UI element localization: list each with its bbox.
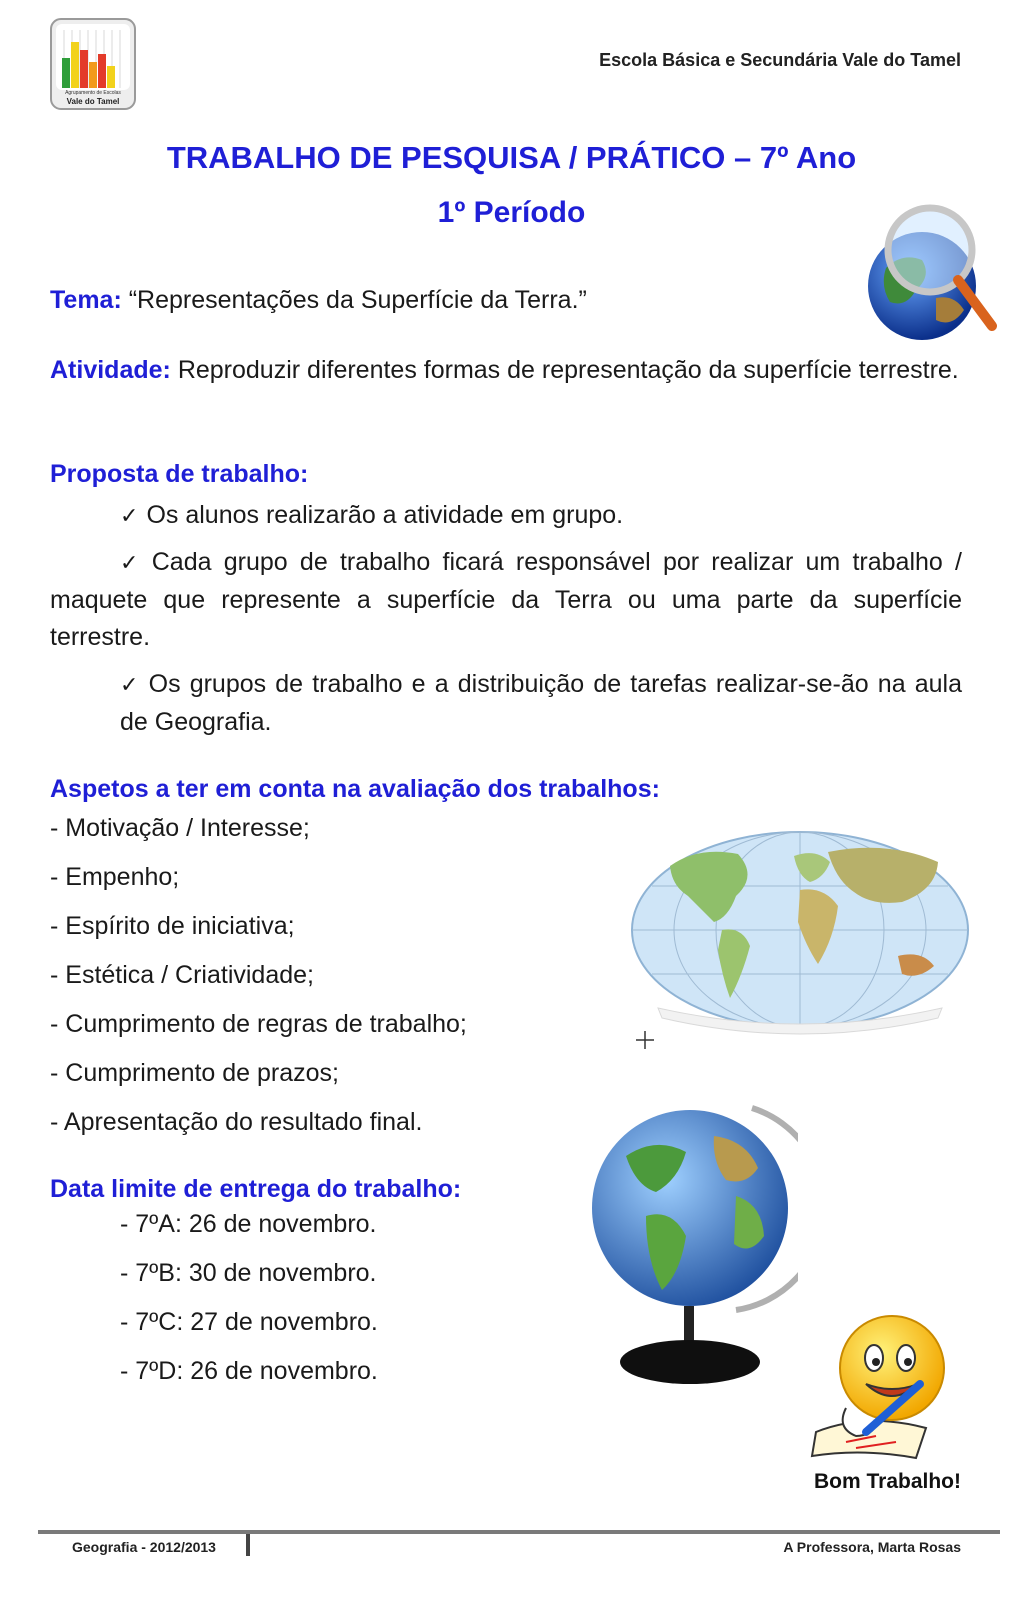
footer-right: A Professora, Marta Rosas [783, 1539, 961, 1555]
data-limite-list [120, 1210, 378, 1406]
tema-line [50, 282, 587, 319]
logo-caption-1: Agrupamento de Escolas [65, 90, 121, 96]
atividade-text: Reproduzir diferentes formas de representação da superfície terrestre. [177, 356, 959, 384]
school-logo [50, 18, 136, 110]
atividade-label: Atividade: [50, 356, 171, 384]
list-item: - Cumprimento de prazos; [50, 1059, 340, 1087]
check-icon [120, 670, 149, 698]
tema-label: Tema: [50, 286, 122, 314]
smiley-writing-illustration [806, 1312, 956, 1462]
list-item: - 7ºB: 30 de novembro. [120, 1259, 377, 1287]
list-item: - Apresentação do resultado final. [50, 1108, 423, 1136]
list-item: - Estética / Criatividade; [50, 961, 314, 989]
footer-separator [246, 1534, 250, 1556]
data-limite-heading: Data limite de entrega do trabalho: [50, 1175, 462, 1203]
school-name: Escola Básica e Secundária Vale do Tamel [599, 50, 961, 70]
aspetos-heading: Aspetos a ter em conta na avaliação dos trabalhos: [50, 775, 660, 803]
list-item: - Empenho; [50, 863, 180, 891]
proposta-heading: Proposta de trabalho: [50, 460, 309, 488]
proposta-item: ✓ Os alunos realizarão a atividade em grupo. [120, 497, 623, 535]
world-map-illustration [618, 826, 970, 1054]
proposta-item: ✓ Os grupos de trabalho e a distribuição de tarefas realizar-se-ão na aula de Geografia. [120, 666, 962, 741]
list-item: - Motivação / Interesse; [50, 814, 310, 842]
desk-globe-illustration [586, 1096, 798, 1396]
list-item: - Espírito de iniciativa; [50, 912, 295, 940]
logo-caption-2: Vale do Tamel [66, 97, 120, 106]
proposta-item: ✓ Cada grupo de trabalho ficará responsável por realizar um trabalho / maquete que represente a superfície da Terra ou uma parte da superfície terrestre. [50, 544, 962, 656]
check-icon [120, 548, 152, 576]
closing-text: Bom Trabalho! [813, 1470, 961, 1493]
atividade-paragraph [50, 352, 962, 389]
footer-divider [38, 1530, 1000, 1534]
list-item: - 7ºA: 26 de novembro. [120, 1210, 377, 1238]
list-item: - Cumprimento de regras de trabalho; [50, 1010, 467, 1038]
globe-magnifier-illustration [866, 198, 1000, 346]
aspetos-list [50, 814, 467, 1157]
footer-left: Geografia - 2012/2013 [72, 1539, 216, 1555]
page-subtitle: 1º Período [437, 196, 586, 229]
list-item: - 7ºD: 26 de novembro. [120, 1357, 378, 1385]
list-item: - 7ºC: 27 de novembro. [120, 1308, 378, 1336]
page-title: TRABALHO DE PESQUISA / PRÁTICO – 7º Ano [166, 140, 857, 175]
tema-text: “Representações da Superfície da Terra.” [128, 286, 587, 314]
